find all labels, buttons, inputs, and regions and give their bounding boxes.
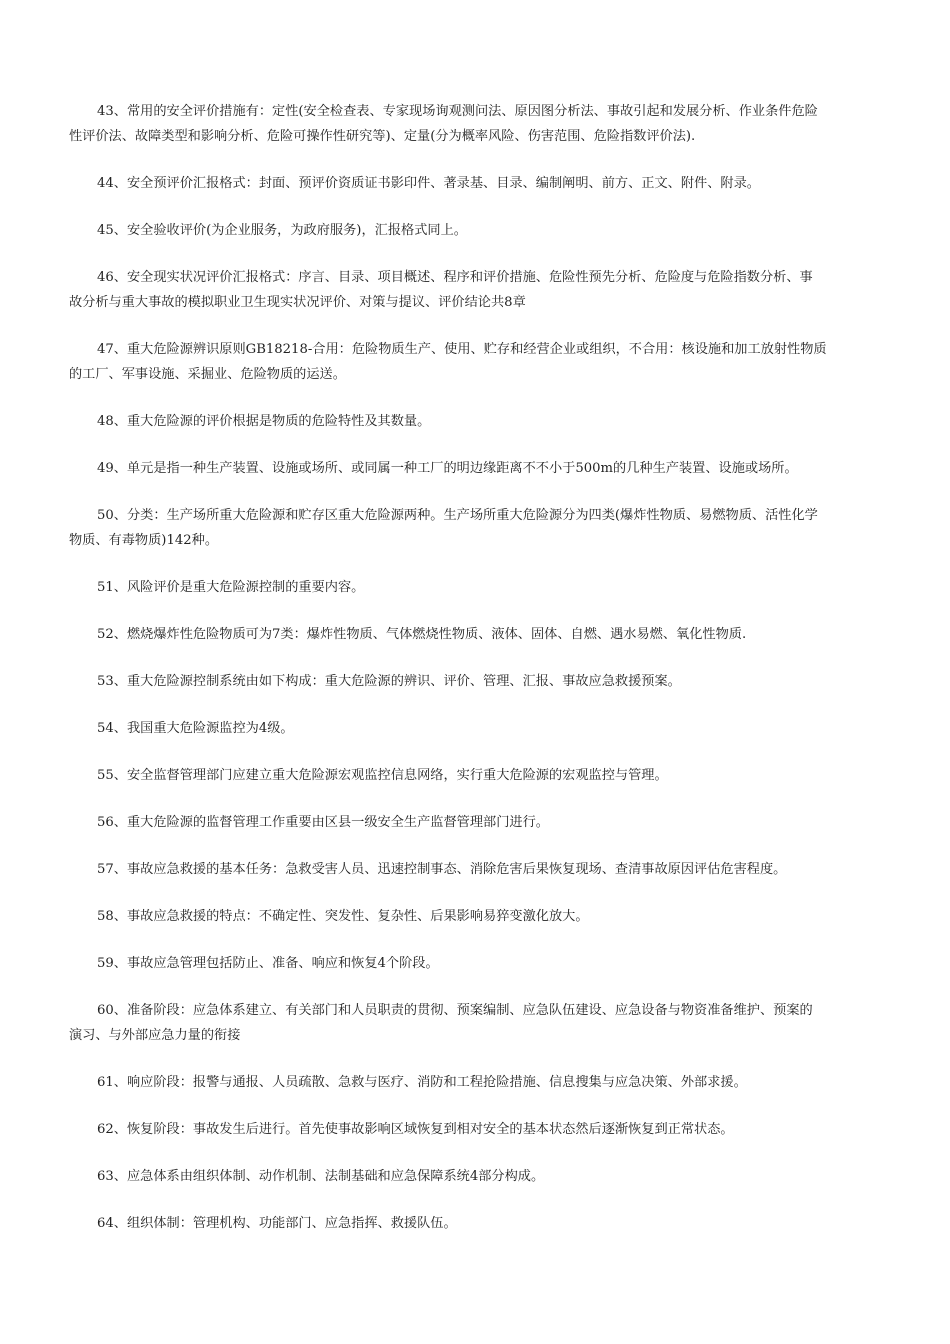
paragraph <box>69 503 884 553</box>
paragraph-line: 58、事故应急救援的特点：不确定性、突发性、复杂性、后果影响易猝变激化放大。 <box>97 909 589 924</box>
paragraph-line: 61、响应阶段：报警与通报、人员疏散、急救与医疗、消防和工程抢险措施、信息搜集与应急决策、外部求援。 <box>97 1075 747 1090</box>
paragraph-line: 49、单元是指一种生产装置、设施或场所、或同属一种工厂的明边缘距离不不小于500m的几种生产装置、设施或场所。 <box>97 461 798 476</box>
paragraph-line: 44、安全预评价汇报格式：封面、预评价资质证书影印件、著录基、目录、编制阐明、前方、正文、附件、附录。 <box>97 176 760 191</box>
paragraph <box>69 951 884 976</box>
paragraph-line: 52、燃烧爆炸性危险物质可为7类：爆炸性物质、气体燃烧性物质、液体、固体、自燃、遇水易燃、氧化性物质. <box>97 627 747 642</box>
paragraph <box>69 265 884 315</box>
paragraph-line: 51、风险评价是重大危险源控制的重要内容。 <box>97 580 365 595</box>
paragraph-line: 43、常用的安全评价措施有：定性(安全检查表、专家现场询观测问法、原因图分析法、事故引起和发展分析、作业条件危险 <box>97 104 818 119</box>
paragraph-line: 56、重大危险源的监督管理工作重要由区县一级安全生产监督管理部门进行。 <box>97 815 549 830</box>
paragraph-line: 54、我国重大危险源监控为4级。 <box>97 721 294 736</box>
paragraph <box>69 99 884 149</box>
paragraph <box>69 1211 884 1236</box>
paragraph <box>69 904 884 929</box>
paragraph-line: 物质、有毒物质)142种。 <box>69 533 219 548</box>
paragraph <box>69 218 884 243</box>
paragraph <box>69 575 884 600</box>
paragraph-line: 50、分类：生产场所重大危险源和贮存区重大危险源两种。生产场所重大危险源分为四类(爆炸性物质、易燃物质、活性化学 <box>97 508 818 523</box>
document-body <box>69 99 884 1258</box>
paragraph-line: 53、重大危险源控制系统由如下构成：重大危险源的辨识、评价、管理、汇报、事故应急救援预案。 <box>97 674 681 689</box>
paragraph-line: 性评价法、故障类型和影响分析、危险可操作性研究等)、定量(分为概率风险、伤害范围、危险指数评价法). <box>69 129 696 144</box>
paragraph <box>69 1070 884 1095</box>
paragraph <box>69 857 884 882</box>
paragraph <box>69 716 884 741</box>
paragraph <box>69 337 884 387</box>
paragraph <box>69 669 884 694</box>
paragraph <box>69 409 884 434</box>
paragraph <box>69 456 884 481</box>
paragraph-line: 46、安全现实状况评价汇报格式：序言、目录、项目概述、程序和评价措施、危险性预先分析、危险度与危险指数分析、事 <box>97 270 813 285</box>
paragraph-line: 63、应急体系由组织体制、动作机制、法制基础和应急保障系统4部分构成。 <box>97 1169 545 1184</box>
paragraph-line: 57、事故应急救援的基本任务：急救受害人员、迅速控制事态、消除危害后果恢复现场、查清事故原因评估危害程度。 <box>97 862 787 877</box>
paragraph <box>69 1164 884 1189</box>
paragraph-line: 55、安全监督管理部门应建立重大危险源宏观监控信息网络，实行重大危险源的宏观监控与管理。 <box>97 768 668 783</box>
paragraph <box>69 763 884 788</box>
paragraph-line: 故分析与重大事故的模拟职业卫生现实状况评价、对策与提议、评价结论共8章 <box>69 295 526 310</box>
paragraph-line: 47、重大危险源辨识原则GB18218-合用：危险物质生产、使用、贮存和经营企业或组织，不合用：核设施和加工放射性物质 <box>97 342 827 357</box>
paragraph <box>69 622 884 647</box>
paragraph <box>69 171 884 196</box>
paragraph <box>69 998 884 1048</box>
paragraph <box>69 810 884 835</box>
paragraph-line: 的工厂、军事设施、采掘业、危险物质的运送。 <box>69 367 346 382</box>
paragraph-line: 64、组织体制：管理机构、功能部门、应急指挥、救援队伍。 <box>97 1216 457 1231</box>
paragraph-line: 45、安全验收评价(为企业服务，为政府服务)，汇报格式同上。 <box>97 223 467 238</box>
paragraph-line: 59、事故应急管理包括防止、准备、响应和恢复4个阶段。 <box>97 956 439 971</box>
paragraph-line: 48、重大危险源的评价根据是物质的危险特性及其数量。 <box>97 414 431 429</box>
paragraph-line: 60、准备阶段：应急体系建立、有关部门和人员职责的贯彻、预案编制、应急队伍建设、应急设备与物资准备维护、预案的 <box>97 1003 813 1018</box>
paragraph-line: 演习、与外部应急力量的衔接 <box>69 1028 241 1043</box>
paragraph <box>69 1117 884 1142</box>
paragraph-line: 62、恢复阶段：事故发生后进行。首先使事故影响区域恢复到相对安全的基本状态然后逐渐恢复到正常状态。 <box>97 1122 734 1137</box>
